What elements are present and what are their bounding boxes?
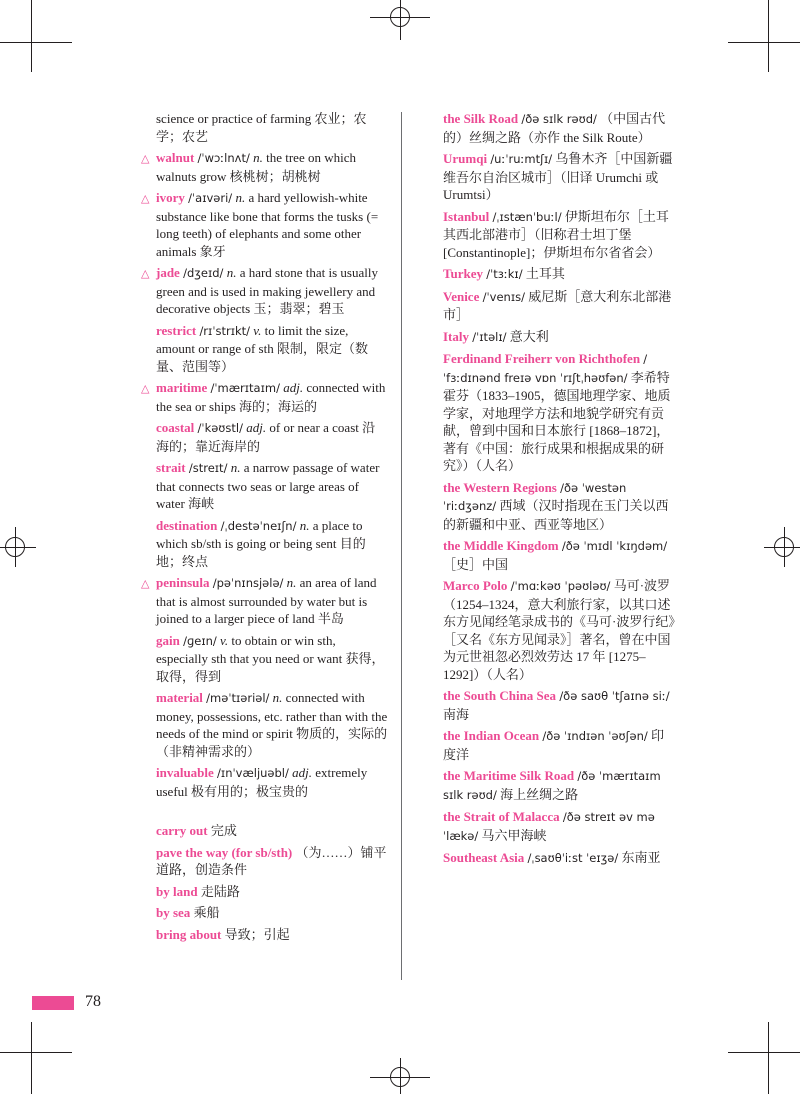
definition: 土耳其 [525, 266, 565, 281]
part-of-speech: adj. [292, 765, 312, 780]
definition: an area of land that is almost surrounded by water but is joined to a larger piece of land 半岛 [156, 575, 377, 626]
phonetic: /ˈaɪvəri/ [188, 191, 233, 205]
headword: Marco Polo [443, 578, 508, 593]
phonetic: /ˌɪstænˈbuːl/ [492, 209, 562, 224]
definition: 东南亚 [621, 850, 661, 865]
triangle-marker-icon: △ [141, 152, 150, 165]
phrase-entry [156, 883, 388, 901]
phonetic: /ˌsaʊθˈiːst ˈeɪʒə/ [527, 851, 619, 865]
headword: restrict [156, 322, 197, 338]
phrase-definition: 导致；引起 [224, 926, 290, 942]
headword: the Western Regions [443, 479, 557, 495]
phonetic: /ɪnˈvæljuəbl/ [217, 766, 289, 780]
proper-noun-entry [443, 288, 675, 324]
part-of-speech: v. [220, 632, 229, 648]
headword: gain [156, 632, 180, 648]
headword: the Maritime Silk Road [443, 768, 575, 783]
phonetic: /ˈfɜːdɪnənd freɪə vɒn ˈrɪʃtˌhəʊfən/ [443, 352, 648, 385]
triangle-marker-icon: △ [141, 382, 150, 395]
triangle-marker-icon: △ [141, 192, 150, 205]
phonetic: /ðə streɪt əv məˈlækə/ [443, 810, 655, 843]
phonetic: /dʒeɪd/ [183, 266, 224, 280]
proper-noun-list [443, 110, 675, 868]
headword: Italy [443, 328, 469, 344]
proper-noun-entry [443, 328, 675, 347]
headword: Istanbul [443, 208, 490, 224]
headword: Southeast Asia [443, 850, 525, 865]
headword: coastal [156, 420, 195, 435]
definition: 马六甲海峡 [481, 827, 547, 843]
definition: connected with money, possessions, etc. rather than with the needs of the mind or spirit 物质的，实际的（非精神需求的） [156, 690, 388, 759]
part-of-speech: v. [253, 322, 262, 338]
proper-noun-entry [443, 479, 675, 534]
phrase-entry [156, 926, 388, 944]
phrase-headword: carry out [156, 823, 208, 838]
proper-noun-entry [443, 808, 675, 845]
phonetic: /ˈmɑːkəʊ ˈpəʊləʊ/ [510, 579, 611, 593]
proper-noun-entry [443, 727, 675, 763]
proper-noun-entry [443, 208, 675, 262]
proper-noun-entry [443, 150, 675, 204]
headword: invaluable [156, 765, 214, 780]
definition: to obtain or win sth, especially sth that you need or want 获得，取得，得到 [156, 632, 385, 684]
page-tab-bar [32, 996, 74, 1010]
definition: 乌鲁木齐［中国新疆维吾尔自治区城市］（旧译 Urumchi 或 Urumtsi） [443, 151, 673, 202]
phrase-headword: pave the way (for sb/sth) [156, 844, 293, 860]
phonetic: /rɪˈstrɪkt/ [199, 323, 251, 338]
part-of-speech: adj. [246, 420, 267, 435]
phonetic: /ðə sɪlk rəʊd/ [521, 112, 597, 126]
page-number: 78 [85, 993, 101, 1010]
proper-noun-entry [443, 577, 675, 683]
phonetic: /ðə ˈwestən ˈriːdʒənz/ [443, 480, 627, 513]
definition: 西域（汉时指现在玉门关以西的新疆和中亚、西亚等地区） [443, 498, 669, 532]
vocab-entry [156, 689, 388, 760]
phonetic: /ðə saʊθ ˈtʃaɪnə siː/ [559, 689, 670, 703]
definition: ［史］中国 [443, 556, 509, 572]
headword: material [156, 690, 203, 705]
proper-noun-entry [443, 350, 675, 475]
headword: maritime [156, 380, 208, 395]
vocab-entry [141, 189, 388, 260]
definition: 意大利 [509, 328, 549, 344]
vocab-entry [141, 379, 388, 415]
definition: 伊斯坦布尔［土耳其西北部港市］（旧称君士坦丁堡[Constantinople]；伊斯坦布尔省省会） [443, 208, 669, 260]
headword: ivory [156, 190, 185, 205]
vocab-entry [156, 459, 388, 513]
definition: 威尼斯［意大利东北部港市］ [443, 288, 672, 322]
phonetic: /ðə ˈmɪdl ˈkɪŋdəm/ [561, 539, 668, 553]
phonetic: /ðə ˈmærɪtaɪm sɪlk rəʊd/ [443, 769, 661, 802]
phonetic: /ˌdestəˈneɪʃn/ [220, 518, 297, 533]
phonetic: /ɡeɪn/ [183, 633, 217, 648]
phonetic: /streɪt/ [188, 461, 228, 475]
headword: walnut [156, 150, 195, 165]
definition: a place to which sb/sth is going or being sent 目的地；终点 [156, 517, 366, 569]
continued-definition: science or practice of farming 农业；农学；农艺 [156, 111, 367, 144]
headword: Ferdinand Freiherr von Richthofen [443, 351, 641, 366]
part-of-speech: n. [286, 575, 297, 590]
phonetic: /ˈtɜːkɪ/ [486, 267, 523, 281]
headword: Urumqi [443, 151, 488, 166]
definition: connected with the sea or ships 海的；海运的 [156, 380, 386, 414]
definition: 海上丝绸之路 [500, 786, 579, 802]
headword: the South China Sea [443, 688, 557, 703]
definition: 李希特霍芬（1833–1905，德国地理学家、地质学家，对地理学方法和地貌学研究有贡献，曾到中国和日本旅行 [1868–1872]，著有《中国：旅行成果和根据成果的研究》）（人名） [443, 369, 671, 473]
phrase-entry [156, 844, 388, 879]
triangle-marker-icon: △ [141, 577, 150, 590]
vocab-entry [156, 517, 388, 571]
phrase-definition: 乘船 [193, 905, 220, 920]
phrase-headword: bring about [156, 926, 222, 942]
right-column [443, 110, 675, 872]
headword: peninsula [156, 575, 210, 590]
phrase-definition: 走陆路 [200, 883, 240, 899]
headword: strait [156, 460, 186, 475]
proper-noun-entry [443, 767, 675, 804]
definition: a hard yellowish-white substance like bone that forms the tusks (= long teeth) of elephants and some other animals 象牙 [156, 190, 379, 259]
proper-noun-entry [443, 265, 675, 284]
phrase-list [156, 822, 388, 943]
definition: the tree on which walnuts grow 核桃树；胡桃树 [156, 150, 356, 184]
phonetic: /ˈɪtəlɪ/ [472, 329, 507, 344]
proper-noun-entry [443, 849, 675, 868]
definition: 马可·波罗（1254–1324，意大利旅行家，以其口述东方见闻经笔录成书的《马可·波罗行纪》［又名《东方见闻录》］著名，曾在中国为元世祖忽必烈效劳达 17 年 [1275–1292]）（人名） [443, 578, 675, 682]
proper-noun-entry [443, 687, 675, 723]
headword: Venice [443, 288, 480, 304]
phrase-headword: by sea [156, 905, 191, 920]
headword: the Strait of Malacca [443, 809, 560, 824]
vocab-entry [156, 419, 388, 455]
definition: a hard stone that is usually green and is used in making jewellery and decorative objects 玉；翡翠；碧玉 [156, 265, 378, 316]
left-column [141, 110, 388, 947]
part-of-speech: adj. [283, 380, 304, 395]
definition: （中国古代的）丝绸之路（亦作 the Silk Route） [443, 111, 666, 145]
phonetic: /ˈmærɪtaɪm/ [210, 381, 280, 395]
headword: the Indian Ocean [443, 728, 540, 743]
part-of-speech: n. [253, 150, 263, 165]
phonetic: /pəˈnɪnsjələ/ [212, 576, 284, 590]
column-divider [401, 112, 402, 980]
part-of-speech: n. [272, 690, 283, 705]
phonetic: /uːˈruːmtʃɪ/ [490, 152, 553, 166]
part-of-speech: n. [235, 190, 246, 205]
headword: Turkey [443, 266, 483, 281]
headword: jade [156, 265, 180, 280]
definition: 南海 [443, 706, 470, 722]
phonetic: /ðə ˈɪndɪən ˈəʊʃən/ [542, 729, 648, 743]
phonetic: /ˈwɔːlnʌt/ [197, 151, 250, 165]
definition: 印度洋 [443, 728, 664, 762]
definition: of or near a coast 沿海的；靠近海岸的 [156, 420, 376, 454]
vocab-entry [141, 574, 388, 628]
triangle-marker-icon: △ [141, 267, 150, 280]
proper-noun-entry [443, 537, 675, 573]
phrase-definition: 完成 [210, 823, 237, 838]
left-entry-list [141, 149, 388, 800]
phrase-definition: （为……）铺平道路，创造条件 [156, 844, 387, 877]
vocab-entry [156, 764, 388, 800]
phonetic: /ˈvenɪs/ [482, 289, 525, 304]
part-of-speech: n. [226, 265, 237, 280]
headword: destination [156, 517, 218, 533]
section-gap [156, 804, 388, 822]
phrase-entry [156, 822, 388, 840]
definition: a narrow passage of water that connects two seas or large areas of water 海峡 [156, 460, 380, 511]
phonetic: /ˈkəʊstl/ [197, 421, 243, 435]
definition: to limit the size, amount or range of sth 限制，限定（数量、范围等） [156, 322, 368, 374]
phonetic: /məˈtɪəriəl/ [206, 691, 270, 705]
phrase-entry [156, 904, 388, 922]
vocab-entry [141, 264, 388, 318]
headword: the Middle Kingdom [443, 538, 559, 553]
vocab-entry [156, 632, 388, 686]
definition: extremely useful 极有用的；极宝贵的 [156, 765, 368, 799]
vocab-entry [141, 149, 388, 185]
vocab-entry [156, 322, 388, 376]
part-of-speech: n. [299, 517, 310, 533]
headword: the Silk Road [443, 111, 519, 126]
phrase-headword: by land [156, 883, 198, 899]
proper-noun-entry [443, 110, 675, 146]
part-of-speech: n. [230, 460, 241, 475]
